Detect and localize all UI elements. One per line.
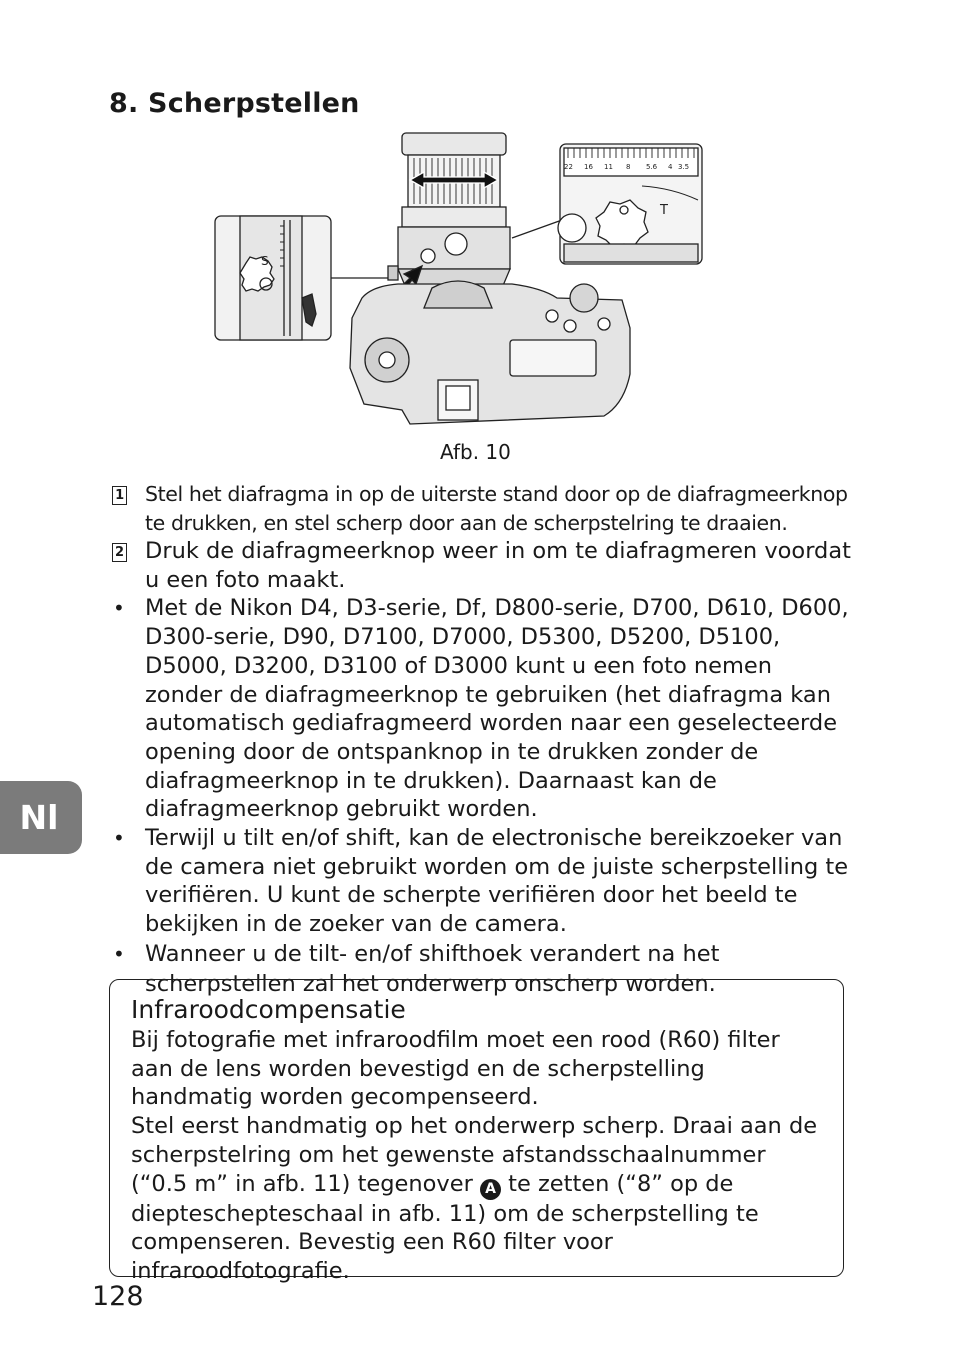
list-item — [112, 480, 852, 537]
step-number: 1 — [112, 486, 127, 505]
camera-lens-illustration — [212, 128, 706, 430]
bullet: • — [113, 826, 125, 851]
svg-text:8: 8 — [626, 163, 631, 171]
list-item — [112, 537, 852, 594]
svg-text:5.6: 5.6 — [646, 163, 658, 171]
language-tab: Nl — [0, 781, 82, 854]
list-item-text: Met de Nikon D4, D3-serie, Df, D800-serie, D700, D610, D600, D300-serie, D90, D7100, D7000, D5300, D5200, D5100, D5000, D3200, D3100 of D3000 kunt u een foto nemen zonder de diafragmeerknop te gebruiken (het diafragma kan automatisch gediafragmeerd worden naar een geselecteerde opening door de ontspanknop in te drukken zonder de diafragmeerknop in te drukken). Daarnaast kan de diafragmeerknop gebruikt worden. — [145, 595, 849, 823]
marker-a-icon: A — [480, 1179, 501, 1200]
svg-text:16: 16 — [584, 163, 593, 171]
list-item — [112, 824, 852, 939]
svg-text:4: 4 — [668, 163, 673, 171]
box-paragraph — [131, 1112, 823, 1286]
box-paragraph: Bij fotografie met infraroodfilm moet een rood (R60) filter aan de lens worden bevestigd en de scherpstelling handmatig worden gecompenseerd. — [131, 1027, 780, 1111]
svg-text:T: T — [660, 203, 668, 218]
step-number: 2 — [112, 543, 127, 562]
list-item — [112, 594, 852, 824]
infrared-compensation-box — [109, 979, 844, 1284]
list-item-text: Terwijl u tilt en/of shift, kan de electronische bereikzoeker van de camera niet gebruikt worden om de juiste scherpstelling te verifiëren. U kunt de scherpte verifiëren door het beeld te bekijken in de zoeker van de camera. — [145, 825, 849, 938]
box-title: Infraroodcompensatie — [131, 995, 406, 1024]
bullet: • — [113, 596, 125, 621]
svg-text:S: S — [261, 254, 269, 268]
svg-text:22: 22 — [564, 163, 573, 171]
svg-text:11: 11 — [604, 163, 613, 171]
figure-caption: Afb. 10 — [440, 440, 511, 464]
bullet: • — [113, 941, 125, 966]
section-heading: 8. Scherpstellen — [109, 88, 360, 119]
svg-text:3.5: 3.5 — [678, 163, 690, 171]
list-item-text: Druk de diafragmeerknop weer in om te diafragmeren voordat u een foto maakt. — [145, 538, 851, 593]
instruction-list — [112, 480, 852, 1000]
list-item-text: Wanneer u de tilt- en/of shifthoek verandert na het scherpstellen zal het onderwerp onscherp worden. — [145, 940, 720, 998]
page-number: 128 — [92, 1281, 144, 1312]
box-paragraph-end: te zetten (“8” op de diepteschepteschaal in afb. 11) om de scherpstelling te compenseren. Bevestig een R60 filter voor infraroodfotografie. — [131, 1170, 759, 1284]
box-paragraph-start: Stel eerst handmatig op het onderwerp scherp. Draai aan de scherpstelring om het gewenste afstandsschaalnummer (“0.5 m” in afb. 11) tegenover — [131, 1113, 818, 1197]
list-item-text: Stel het diafragma in op de uiterste stand door op de diafragmeerknop te drukken, en stel scherp door aan de scherpstelring te draaien. — [145, 482, 848, 535]
